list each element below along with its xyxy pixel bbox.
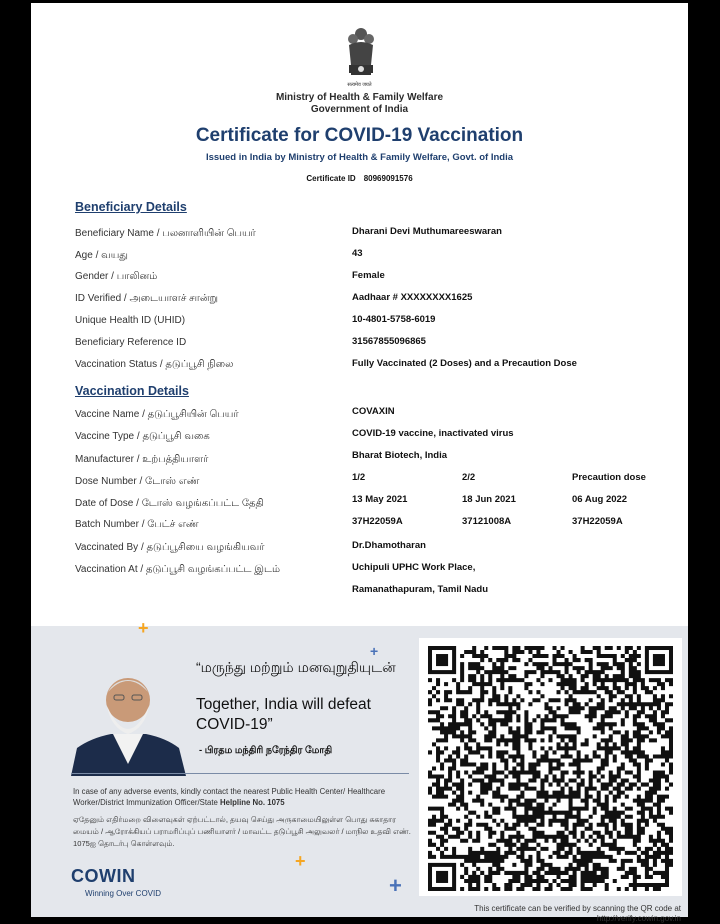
dose-1-batch: 37H22059A — [352, 516, 403, 527]
vaccination-at-label: Vaccination At / தடுப்பூசி வழங்கப்பட்ட இடம் — [75, 564, 280, 575]
prime-minister-photo — [71, 668, 186, 776]
beneficiary-name-value: Dharani Devi Muthumareeswaran — [352, 226, 502, 237]
adverse-events-text: In case of any adverse events, kindly contact the nearest Public Health Center/ Healthcare Worker/District Immunization Officer/State — [73, 787, 386, 807]
plus-icon: + — [370, 643, 379, 659]
dose-2-number: 2/2 — [462, 472, 476, 483]
dose-1-date: 13 May 2021 — [352, 494, 408, 505]
vaccination-heading: Vaccination Details — [75, 384, 189, 398]
dose-number-label: Dose Number / டோஸ் எண் — [75, 476, 200, 487]
qr-code-panel — [419, 638, 682, 896]
vaccination-place-line1: Uchipuli UPHC Work Place, — [352, 562, 476, 573]
manufacturer-value: Bharat Biotech, India — [352, 450, 448, 461]
certificate-id — [31, 174, 688, 183]
certificate-page — [31, 3, 688, 923]
dose-2-date: 18 Jun 2021 — [462, 494, 516, 505]
uhid-label: Unique Health ID (UHID) — [75, 315, 186, 326]
helpline-number: Helpline No. 1075 — [220, 798, 285, 807]
certificate-title: Certificate for COVID-19 Vaccination — [195, 125, 524, 146]
vaccinated-by-label: Vaccinated By / தடுப்பூசியை வழங்கியவர் — [75, 542, 265, 553]
dose-3-number: Precaution dose — [572, 472, 646, 483]
beneficiary-name-label: Beneficiary Name / பலனாளியின் பெயர் — [75, 228, 256, 239]
qr-finder-pattern — [645, 646, 673, 674]
age-value: 43 — [352, 248, 363, 259]
dose-3-batch: 37H22059A — [572, 516, 623, 527]
gender-value: Female — [352, 270, 385, 281]
vaccine-name-value: COVAXIN — [352, 406, 395, 417]
footer-band — [31, 618, 688, 923]
certificate-subtitle: Issued in India by Ministry of Health & Family Welfare, Govt. of India — [205, 152, 514, 163]
dose-2-batch: 37121008A — [462, 516, 512, 527]
vaccinated-by-value: Dr.Dhamotharan — [352, 540, 426, 551]
qr-code[interactable] — [428, 646, 673, 891]
government-name: Government of India — [310, 104, 409, 115]
verification-note: This certificate can be verified by scanning the QR code at http://verify.cowin.gov.in — [474, 904, 681, 923]
quote-attribution: - பிரதம மந்திரி நரேந்திர மோதி — [199, 745, 333, 756]
certificate-id-value: 80969091576 — [363, 174, 413, 183]
dose-1-number: 1/2 — [352, 472, 366, 483]
beneficiary-heading: Beneficiary Details — [75, 200, 187, 214]
plus-icon: + — [138, 618, 149, 638]
adverse-events-notice-tamil: ஏதேனும் எதிர்மறை விளைவுகள் ஏற்பட்டால், தயவு செய்து அருகாமையிலுள்ள பொது சுகாதார மையம் / ஆரோக்கியப் பராமரிப்புப் பணியாளர் / மாவட்ட தடுப்பூசி அலுவலர் / மாநில உதவி எண். 1075ஐ தொடர்பு கொள்ளவும். — [73, 815, 411, 848]
vaccination-place-line2: Ramanathapuram, Tamil Nadu — [352, 584, 489, 595]
dose-date-label: Date of Dose / டோஸ் வழங்கப்பட்ட தேதி — [75, 498, 264, 509]
qr-finder-pattern — [428, 863, 456, 891]
emblem-motto: सत्यमेव जयते — [347, 82, 372, 88]
age-label: Age / வயது — [75, 250, 128, 261]
uhid-value: 10-4801-5758-6019 — [352, 314, 436, 325]
vaccine-type-label: Vaccine Type / தடுப்பூசி வகை — [75, 431, 210, 442]
reference-id-value: 31567855096865 — [352, 336, 426, 347]
qr-finder-pattern — [428, 646, 456, 674]
vaccination-status-value: Fully Vaccinated (2 Doses) and a Precaution Dose — [352, 358, 577, 369]
plus-icon: + — [295, 851, 306, 871]
ministry-name: Ministry of Health & Family Welfare — [275, 92, 444, 103]
cowin-tagline: Winning Over COVID — [85, 889, 162, 898]
id-verified-value: Aadhaar # XXXXXXXX1625 — [352, 292, 473, 303]
manufacturer-label: Manufacturer / உற்பத்தியாளர் — [75, 454, 209, 465]
vaccination-status-label: Vaccination Status / தடுப்பூசி நிலை — [75, 359, 234, 370]
cowin-logo: COWIN — [71, 866, 136, 886]
reference-id-label: Beneficiary Reference ID — [75, 337, 187, 348]
batch-number-label: Batch Number / பேட்ச் எண் — [75, 519, 199, 530]
certificate-id-label: Certificate ID — [306, 174, 356, 183]
divider — [71, 773, 409, 774]
adverse-events-notice — [73, 786, 413, 808]
vaccine-name-label: Vaccine Name / தடுப்பூசியின் பெயர் — [75, 409, 239, 420]
quote-tamil: “மருந்து மற்றும் மனவுறுதியுடன் — [196, 659, 396, 675]
plus-icon: + — [389, 873, 402, 898]
vaccine-type-value: COVID-19 vaccine, inactivated virus — [352, 428, 514, 439]
gender-label: Gender / பாலினம் — [75, 271, 158, 282]
id-verified-label: ID Verified / அடையாளச் சான்று — [75, 293, 218, 304]
quote-english: Together, India will defeat COVID-19” — [196, 696, 371, 733]
dose-3-date: 06 Aug 2022 — [572, 494, 628, 505]
